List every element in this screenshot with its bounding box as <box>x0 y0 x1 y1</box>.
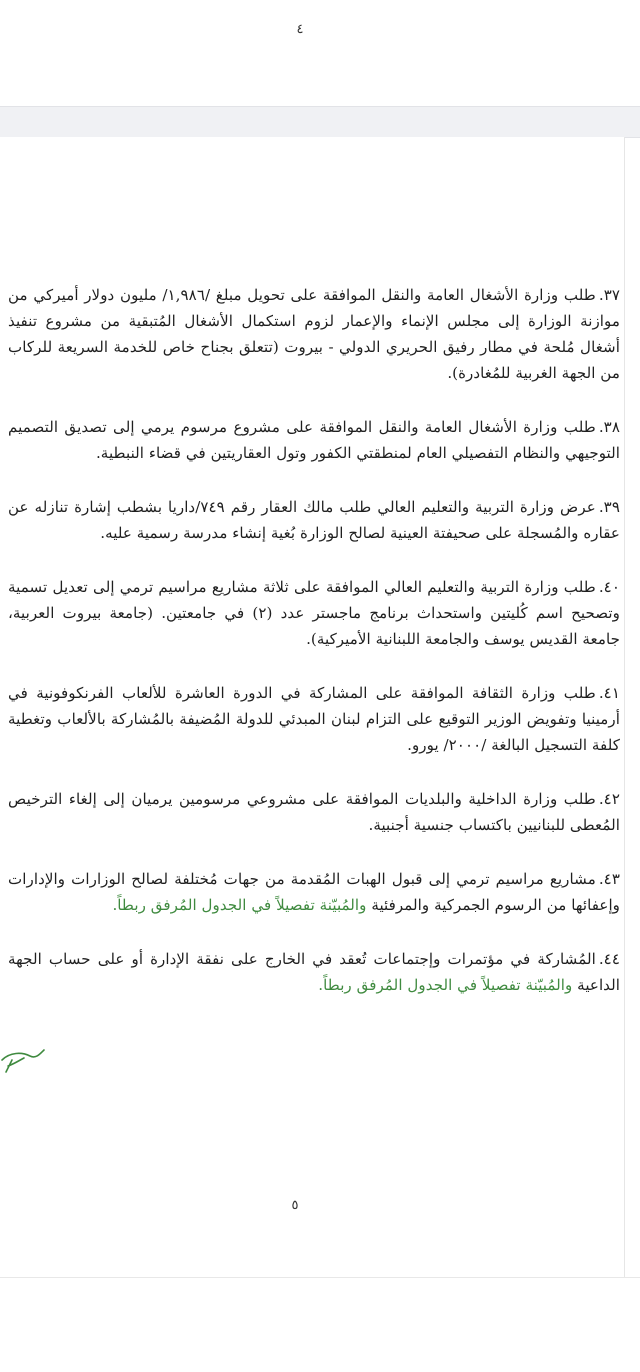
item-text: طلب وزارة الداخلية والبلديات الموافقة على مشروعي مرسومين يرميان إلى إلغاء الترخيص المُعطى للبنانيين باكتساب جنسية أجنبية. <box>8 790 620 834</box>
item-number: ٤٢. <box>598 790 620 808</box>
item-highlight-text: والمُبيّنة تفصيلاً في الجدول المُرفق ربطاً. <box>112 896 367 914</box>
agenda-item-43 <box>8 866 620 918</box>
page-number-bottom: ٥ <box>291 1198 299 1213</box>
agenda-item-42 <box>8 786 620 838</box>
item-text: طلب وزارة الأشغال العامة والنقل الموافقة على مشروع مرسوم يرمي إلى تصديق التصميم التوجيهي والنظام التفصيلي العام لمنطقتي الكفور وتول العقاريتين في قضاء النبطية. <box>8 418 620 462</box>
page-separator <box>0 106 640 138</box>
item-text: عرض وزارة التربية والتعليم العالي طلب مالك العقار رقم ٧٤٩/داريا بشطب إشارة تنازله عن عقاره والمُسجلة على صحيفتة العينية لصالح الوزارة بُغية إنشاء مدرسة رسمية عليه. <box>8 498 620 542</box>
previous-page-bottom <box>0 0 640 106</box>
item-number: ٣٩. <box>598 498 620 516</box>
item-text: طلب وزارة التربية والتعليم العالي الموافقة على ثلاثة مشاريع مراسيم ترمي إلى تعديل تسمية وتصحيح اسم كُليتين واستحداث برنامج ماجستر عدد (٢) في جامعتين. (جامعة بيروت العربية، جامعة القديس يوسف والجامعة اللبنانية الأميركية). <box>8 578 620 648</box>
item-text: المُشاركة في مؤتمرات وإجتماعات تُعقد في الخارج على نفقة الإدارة أو على حساب الجهة الداعية <box>8 950 620 994</box>
next-page-top <box>0 1277 640 1372</box>
item-number: ٤٠. <box>598 578 620 596</box>
agenda-item-37 <box>8 282 620 386</box>
agenda-item-38 <box>8 414 620 466</box>
item-highlight-text: والمُبيّنة تفصيلاً في الجدول المُرفق ربطاً. <box>318 976 573 994</box>
item-number: ٤٤. <box>598 950 620 968</box>
item-number: ٣٨. <box>598 418 620 436</box>
agenda-item-41 <box>8 680 620 758</box>
item-text: طلب وزارة الأشغال العامة والنقل الموافقة على تحويل مبلغ /١,٩٨٦/ مليون دولار أميركي من موازنة الوزارة إلى مجلس الإنماء والإعمار لزوم استكمال الأشغال المُتبقية من مشروع تنفيذ أشغال مُلحة في مطار رفيق الحريري الدولي - بيروت (تتعلق بجناح خاص للخدمة السريعة للركاب من الجهة الغربية للمُغادرة). <box>8 286 620 382</box>
signature-mark <box>0 1030 60 1080</box>
agenda-item-39 <box>8 494 620 546</box>
item-number: ٤١. <box>598 684 620 702</box>
agenda-item-44 <box>8 946 620 998</box>
item-text: مشاريع مراسيم ترمي إلى قبول الهبات المُقدمة من جهات مُختلفة لصالح الوزارات والإدارات وإعفائها من الرسوم الجمركية والمرفئية <box>8 870 620 914</box>
item-number: ٣٧. <box>598 286 621 304</box>
page-number-top: ٤ <box>296 22 304 37</box>
item-number: ٤٣. <box>598 870 620 888</box>
item-text: طلب وزارة الثقافة الموافقة على المشاركة في الدورة العاشرة للألعاب الفرنكوفونية في أرمينيا وتفويض الوزير التوقيع على التزام لبنان المبدئي للدولة المُضيفة بالمُشاركة بالألعاب وتغطية كلفة التسجيل البالغة /٢٠٠٠/ يورو. <box>8 684 620 754</box>
agenda-items-list <box>8 282 620 1026</box>
agenda-item-40 <box>8 574 620 652</box>
